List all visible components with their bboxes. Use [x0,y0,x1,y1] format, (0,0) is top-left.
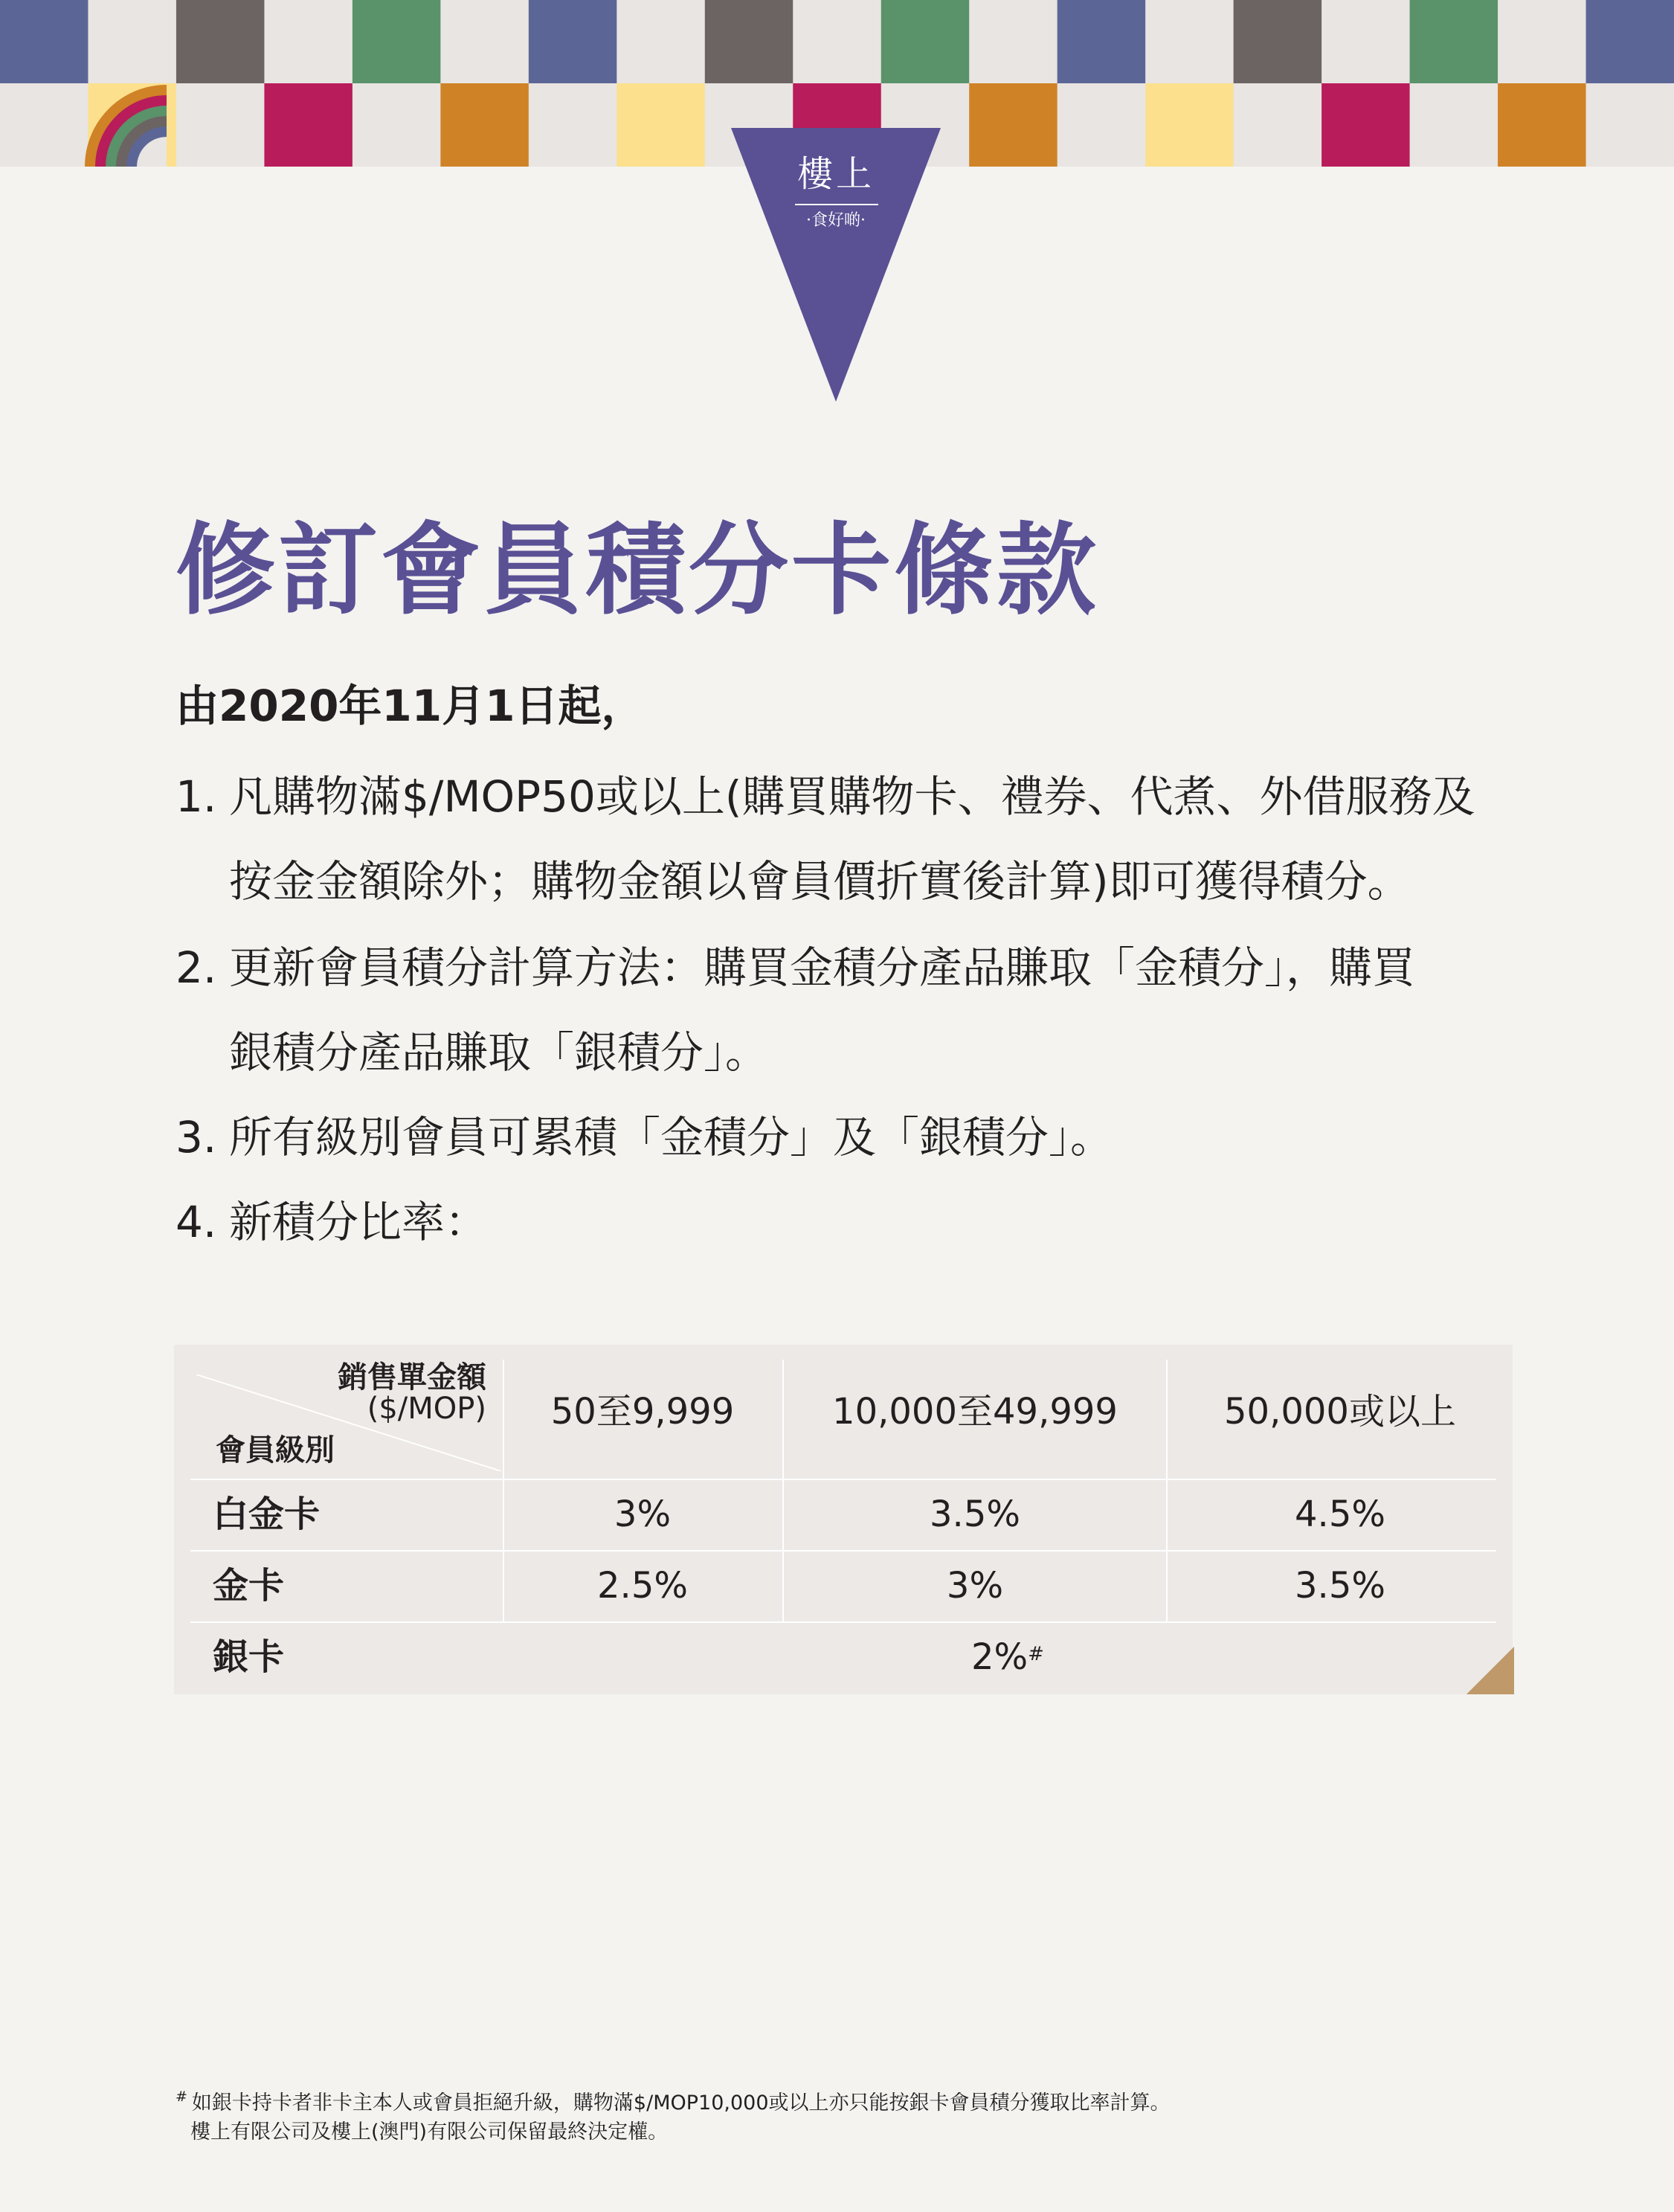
banner-tile [1145,0,1234,83]
table-cell: 3.5% [1295,1565,1385,1607]
banner-tile [440,0,529,83]
row-label-platinum: 白金卡 [213,1494,321,1535]
banner-tile [617,83,705,167]
list-item-1-cont: 按金金額除外；購物金額以會員價折實後計算)即可獲得積分。 [229,856,1411,907]
banner-tile [1410,0,1498,83]
banner-tile [1410,83,1498,167]
banner-tile [1498,83,1586,167]
banner-tile [440,83,529,167]
banner-tile [969,83,1057,167]
effective-date: 由2020年11月1日起， [176,681,645,731]
row-divider [190,1621,1496,1623]
list-item-4 [176,1197,489,1247]
banner-tile [264,83,352,167]
footnote [176,2089,1171,2147]
column-divider [782,1360,784,1621]
rainbow-icon [83,83,167,167]
banner-tile [1322,0,1410,83]
banner-tile [529,0,617,83]
banner-tile [705,0,793,83]
column-header: 50,000或以上 [1224,1391,1456,1433]
list-number: 1. [176,771,217,822]
footnote-mark: # [176,2089,187,2105]
list-text: 更新會員積分計算方法：購買金積分產品賺取「金積分」，購買 [229,942,1416,993]
row-divider [190,1550,1496,1552]
table-cell: 3.5% [930,1494,1020,1535]
logo-name: 樓上 [796,153,875,195]
banner-tile [176,83,265,167]
banner-tile [1057,0,1146,83]
banner-tile [1498,0,1586,83]
banner-tile [529,83,617,167]
banner-tile [0,83,88,167]
silver-rate: 2% [971,1636,1028,1678]
banner-tile [176,0,265,83]
banner-tile [1586,0,1674,83]
header-amount-label: 銷售單金額 [338,1360,486,1395]
list-item-3 [176,1112,1114,1163]
banner-tile [1234,83,1322,167]
row-divider [190,1479,1496,1480]
banner-tile [88,0,176,83]
row-label-gold: 金卡 [213,1565,285,1607]
table-cell: 2.5% [597,1565,688,1607]
list-item-2-cont: 銀積分產品賺取「銀積分」。 [229,1027,769,1078]
footnote-disclaimer: 樓上有限公司及樓上(澳門)有限公司保留最終決定權。 [190,2121,669,2144]
banner-tile [1586,83,1674,167]
banner-tile [0,0,88,83]
page-fold-corner [1467,1647,1514,1694]
banner-tile [352,0,441,83]
list-number: 3. [176,1112,217,1163]
table-cell: 3% [946,1565,1004,1607]
list-text: 所有級別會員可累積「金積分」及「銀積分」。 [229,1112,1114,1163]
logo-divider [795,204,878,205]
row-label-silver: 銀卡 [213,1636,285,1678]
column-header: 10,000至49,999 [832,1391,1118,1433]
list-number: 4. [176,1197,217,1247]
banner-tile [793,0,881,83]
table-cell: 4.5% [1295,1494,1385,1535]
footnote-mark: # [1028,1643,1044,1665]
banner-tile [1057,83,1146,167]
banner-tile [1234,0,1322,83]
list-text: 新積分比率： [229,1197,489,1247]
column-divider [503,1360,504,1621]
page-title: 修訂會員積分卡條款 [176,512,1100,628]
list-number: 2. [176,942,217,993]
table-cell-merged [503,1621,1513,1693]
list-text: 凡購物滿$/MOP50或以上(購買購物卡、禮券、代煮、外借服務及 [229,771,1475,822]
column-divider [1166,1360,1168,1621]
banner-tile [617,0,705,83]
footnote-text: 如銀卡持卡者非卡主本人或會員拒絕升級，購物滿$/MOP10,000或以上亦只能按銀卡會員積分獲取比率計算。 [191,2092,1171,2115]
table-cell: 3% [614,1494,672,1535]
logo-tagline: ·食好啲· [806,211,866,230]
header-tier-label: 會員級別 [216,1433,335,1467]
points-rate-table [174,1345,1513,1694]
banner-tile [881,0,970,83]
list-item-2 [176,942,1416,993]
banner-tile [1145,83,1234,167]
banner-tile [264,0,352,83]
header-currency-label: ($/MOP) [367,1392,486,1426]
list-item-1 [176,771,1475,822]
banner-tile [969,0,1057,83]
column-header: 50至9,999 [550,1391,735,1433]
banner-tile [352,83,441,167]
banner-tile [1322,83,1410,167]
